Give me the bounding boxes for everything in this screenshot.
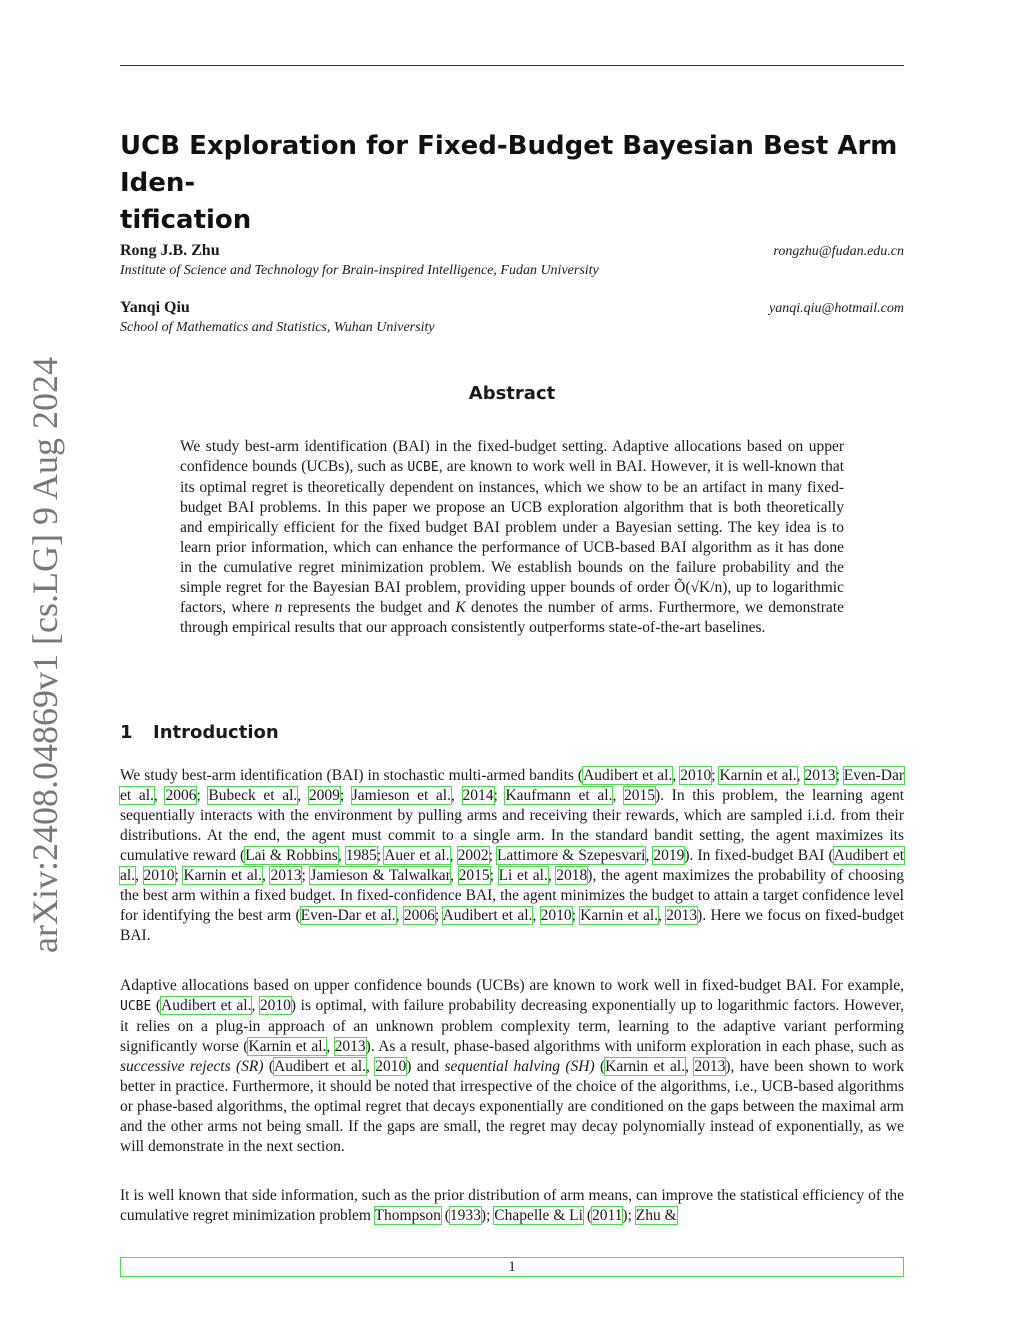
order-formula: Õ(√K/n): [674, 579, 728, 596]
citation-year-link[interactable]: 2006: [403, 907, 435, 924]
intro-paragraph-3: It is well known that side information, such as the prior distribution of arm means, can improve the statistical efficiency of the cumulative regret minimization problem Thompson (1933); Chapelle & Li (2011); Zhu &: [120, 1187, 904, 1224]
citation-link[interactable]: Even-Dar et al.: [300, 907, 396, 924]
author-email-1[interactable]: rongzhu@fudan.edu.cn: [773, 244, 904, 259]
paper-title: UCB Exploration for Fixed-Budget Bayesian Best Arm Iden- tification: [120, 131, 898, 235]
citation-year-link[interactable]: 2010: [259, 997, 291, 1014]
citation-year-link[interactable]: 2010: [680, 767, 712, 784]
citation-link[interactable]: Kaufmann et al.: [505, 787, 613, 804]
citation-year-link[interactable]: 2015: [458, 867, 490, 884]
citation-year-link[interactable]: 2006: [165, 787, 197, 804]
citation-link[interactable]: Zhu &: [635, 1207, 677, 1224]
citation-year-link[interactable]: 2019: [653, 847, 685, 864]
citation-link[interactable]: Audibert et al.: [274, 1058, 367, 1075]
abstract-text: We study best-arm identification (BAI) in the fixed-budget setting. Adaptive allocations based on upper confidence bounds (UCBs), such as UCBE, are known to work well in BAI. However, it is well-known that its optimal regret is theoretically dependent on instances, which we show to be an artifact in many fixed-budget BAI problems. In this paper we propose an UCB exploration algorithm that is both theoretically and empirically efficient for the fixed budget BAI problem under a Bayesian setting. The key idea is to learn prior information, which can enhance the performance of UCB-based BAI algorithm as it has done in the cumulative regret minimization problem. We establish bounds on the failure probability and the simple regret for the Bayesian BAI problem, providing upper bounds of order Õ(√K/n), up to logarithmic factors, where n represents the budget and K denotes the number of arms. Furthermore, we demonstrate through empirical results that our approach consistently outperforms state-of-the-art baselines.: [180, 438, 844, 636]
citation-link[interactable]: Karnin et al.: [605, 1058, 686, 1075]
citation-year-link[interactable]: 2014: [462, 787, 494, 804]
intro-paragraph-2: Adaptive allocations based on upper confidence bounds (UCBs) are known to work well in fixed-budget BAI. For example, UCBE (Audibert et al., 2010) is optimal, with failure probability decreasing exponentially up to logarithmic factors. However, it relies on a plug-in approach of an unknown problem complexity term, learning to the adaptive variant performing significantly worse (Karnin et al., 2013). As a result, phase-based algorithms with uniform exploration in each phase, such as successive rejects (SR) (Audibert et al., 2010) and sequential halving (SH) (Karnin et al., 2013), have been shown to work better in practice. Furthermore, it should be noted that irrespective of the choice of the algorithms, i.e., UCB-based algorithms or phase-based algorithms, the optimal regret that decays exponentially are conditioned on the gaps between the maximal arm and the other arms not being small. If the gaps are small, the regret may decay polynomially instead of exponentially, as we will demonstrate in the next section.: [120, 977, 905, 1155]
arxiv-stamp: arXiv:2408.04869v1 [cs.LG] 9 Aug 2024: [25, 357, 65, 953]
citation-year-link[interactable]: 1933: [449, 1207, 481, 1224]
intro-paragraph-1: We study best-arm identification (BAI) in stochastic multi-armed bandits (Audibert et al., 2010; Karnin et al., 2013; Even-Dar et al., 2006; Bubeck et al., 2009; Jamieson et al., 2014; Kaufmann et al., 2015). In this problem, the learning agent sequentially interacts with the environment by pulling arms and receiving their rewards, which are sampled i.i.d. from their distributions. At the end, the agent must commit to a single arm. In the standard bandit setting, the agent maximizes its cumulative reward (Lai & Robbins, 1985; Auer et al., 2002; Lattimore & Szepesvari, 2019). In fixed-budget BAI (Audibert et al., 2010; Karnin et al., 2013; Jamieson & Talwalkar, 2015; Li et al., 2018), the agent maximizes the probability of choosing the best arm within a fixed budget. In fixed-confidence BAI, the agent minimizes the budget to attain a target confidence level for identifying the best arm (Even-Dar et al., 2006; Audibert et al., 2010; Karnin et al., 2013). Here we focus on fixed-budget BAI.: [120, 767, 905, 944]
citation-link[interactable]: Audibert et al.: [583, 767, 673, 784]
citation-link[interactable]: Jamieson & Talwalkar: [310, 867, 451, 884]
citation-year-link[interactable]: 2010: [540, 907, 572, 924]
citation-link[interactable]: Karnin et al.: [580, 907, 659, 924]
citation-year-link[interactable]: 2009: [308, 787, 340, 804]
section-heading-introduction: 1 Introduction: [120, 722, 279, 743]
citation-link[interactable]: Auer et al.: [384, 847, 450, 864]
ucbe-code: UCBE: [407, 460, 439, 475]
citation-year-link[interactable]: 2013: [334, 1038, 366, 1055]
citation-link[interactable]: Even-Dar et al.: [120, 767, 905, 804]
citation-link[interactable]: Chapelle & Li: [494, 1207, 583, 1224]
citation-year-link[interactable]: 2010: [375, 1058, 407, 1075]
citation-year-link[interactable]: 2011: [591, 1207, 623, 1224]
citation-link[interactable]: Karnin et al.: [719, 767, 797, 784]
citation-link[interactable]: Lattimore & Szepesvari: [496, 847, 646, 864]
author-affiliation-2: School of Mathematics and Statistics, Wuhan University: [120, 320, 435, 335]
citation-link[interactable]: Audibert et al.: [442, 907, 533, 924]
citation-year-link[interactable]: 1985: [345, 847, 377, 864]
page-number[interactable]: 1: [120, 1257, 904, 1277]
abstract-heading: Abstract: [468, 383, 556, 404]
ucbe-code: UCBE: [120, 999, 152, 1014]
author-name-2: Yanqi Qiu: [120, 299, 190, 316]
citation-link[interactable]: Audibert et al.: [120, 847, 905, 884]
citation-link[interactable]: Li et al.: [498, 867, 548, 884]
citation-year-link[interactable]: 2013: [270, 867, 302, 884]
citation-year-link[interactable]: 2013: [804, 767, 836, 784]
citation-year-link[interactable]: 2013: [666, 907, 698, 924]
citation-link[interactable]: Karnin et al.: [183, 867, 262, 884]
citation-link[interactable]: Audibert et al.: [161, 997, 252, 1014]
citation-year-link[interactable]: 2002: [457, 847, 489, 864]
citation-year-link[interactable]: 2010: [143, 867, 175, 884]
citation-link[interactable]: Lai & Robbins: [245, 847, 338, 864]
author-affiliation-1: Institute of Science and Technology for Brain-inspired Intelligence, Fudan University: [120, 263, 599, 278]
citation-link[interactable]: Karnin et al.: [248, 1038, 327, 1055]
citation-year-link[interactable]: 2018: [556, 867, 588, 884]
citation-year-link[interactable]: 2013: [694, 1058, 726, 1075]
citation-year-link[interactable]: 2015: [623, 787, 655, 804]
author-name-1: Rong J.B. Zhu: [120, 242, 220, 259]
header-rule: [120, 65, 904, 66]
citation-link[interactable]: Jamieson et al.: [351, 787, 451, 804]
citation-link[interactable]: Thompson: [374, 1207, 441, 1224]
author-email-2[interactable]: yanqi.qiu@hotmail.com: [769, 301, 904, 316]
citation-link[interactable]: Bubeck et al.: [208, 787, 298, 804]
